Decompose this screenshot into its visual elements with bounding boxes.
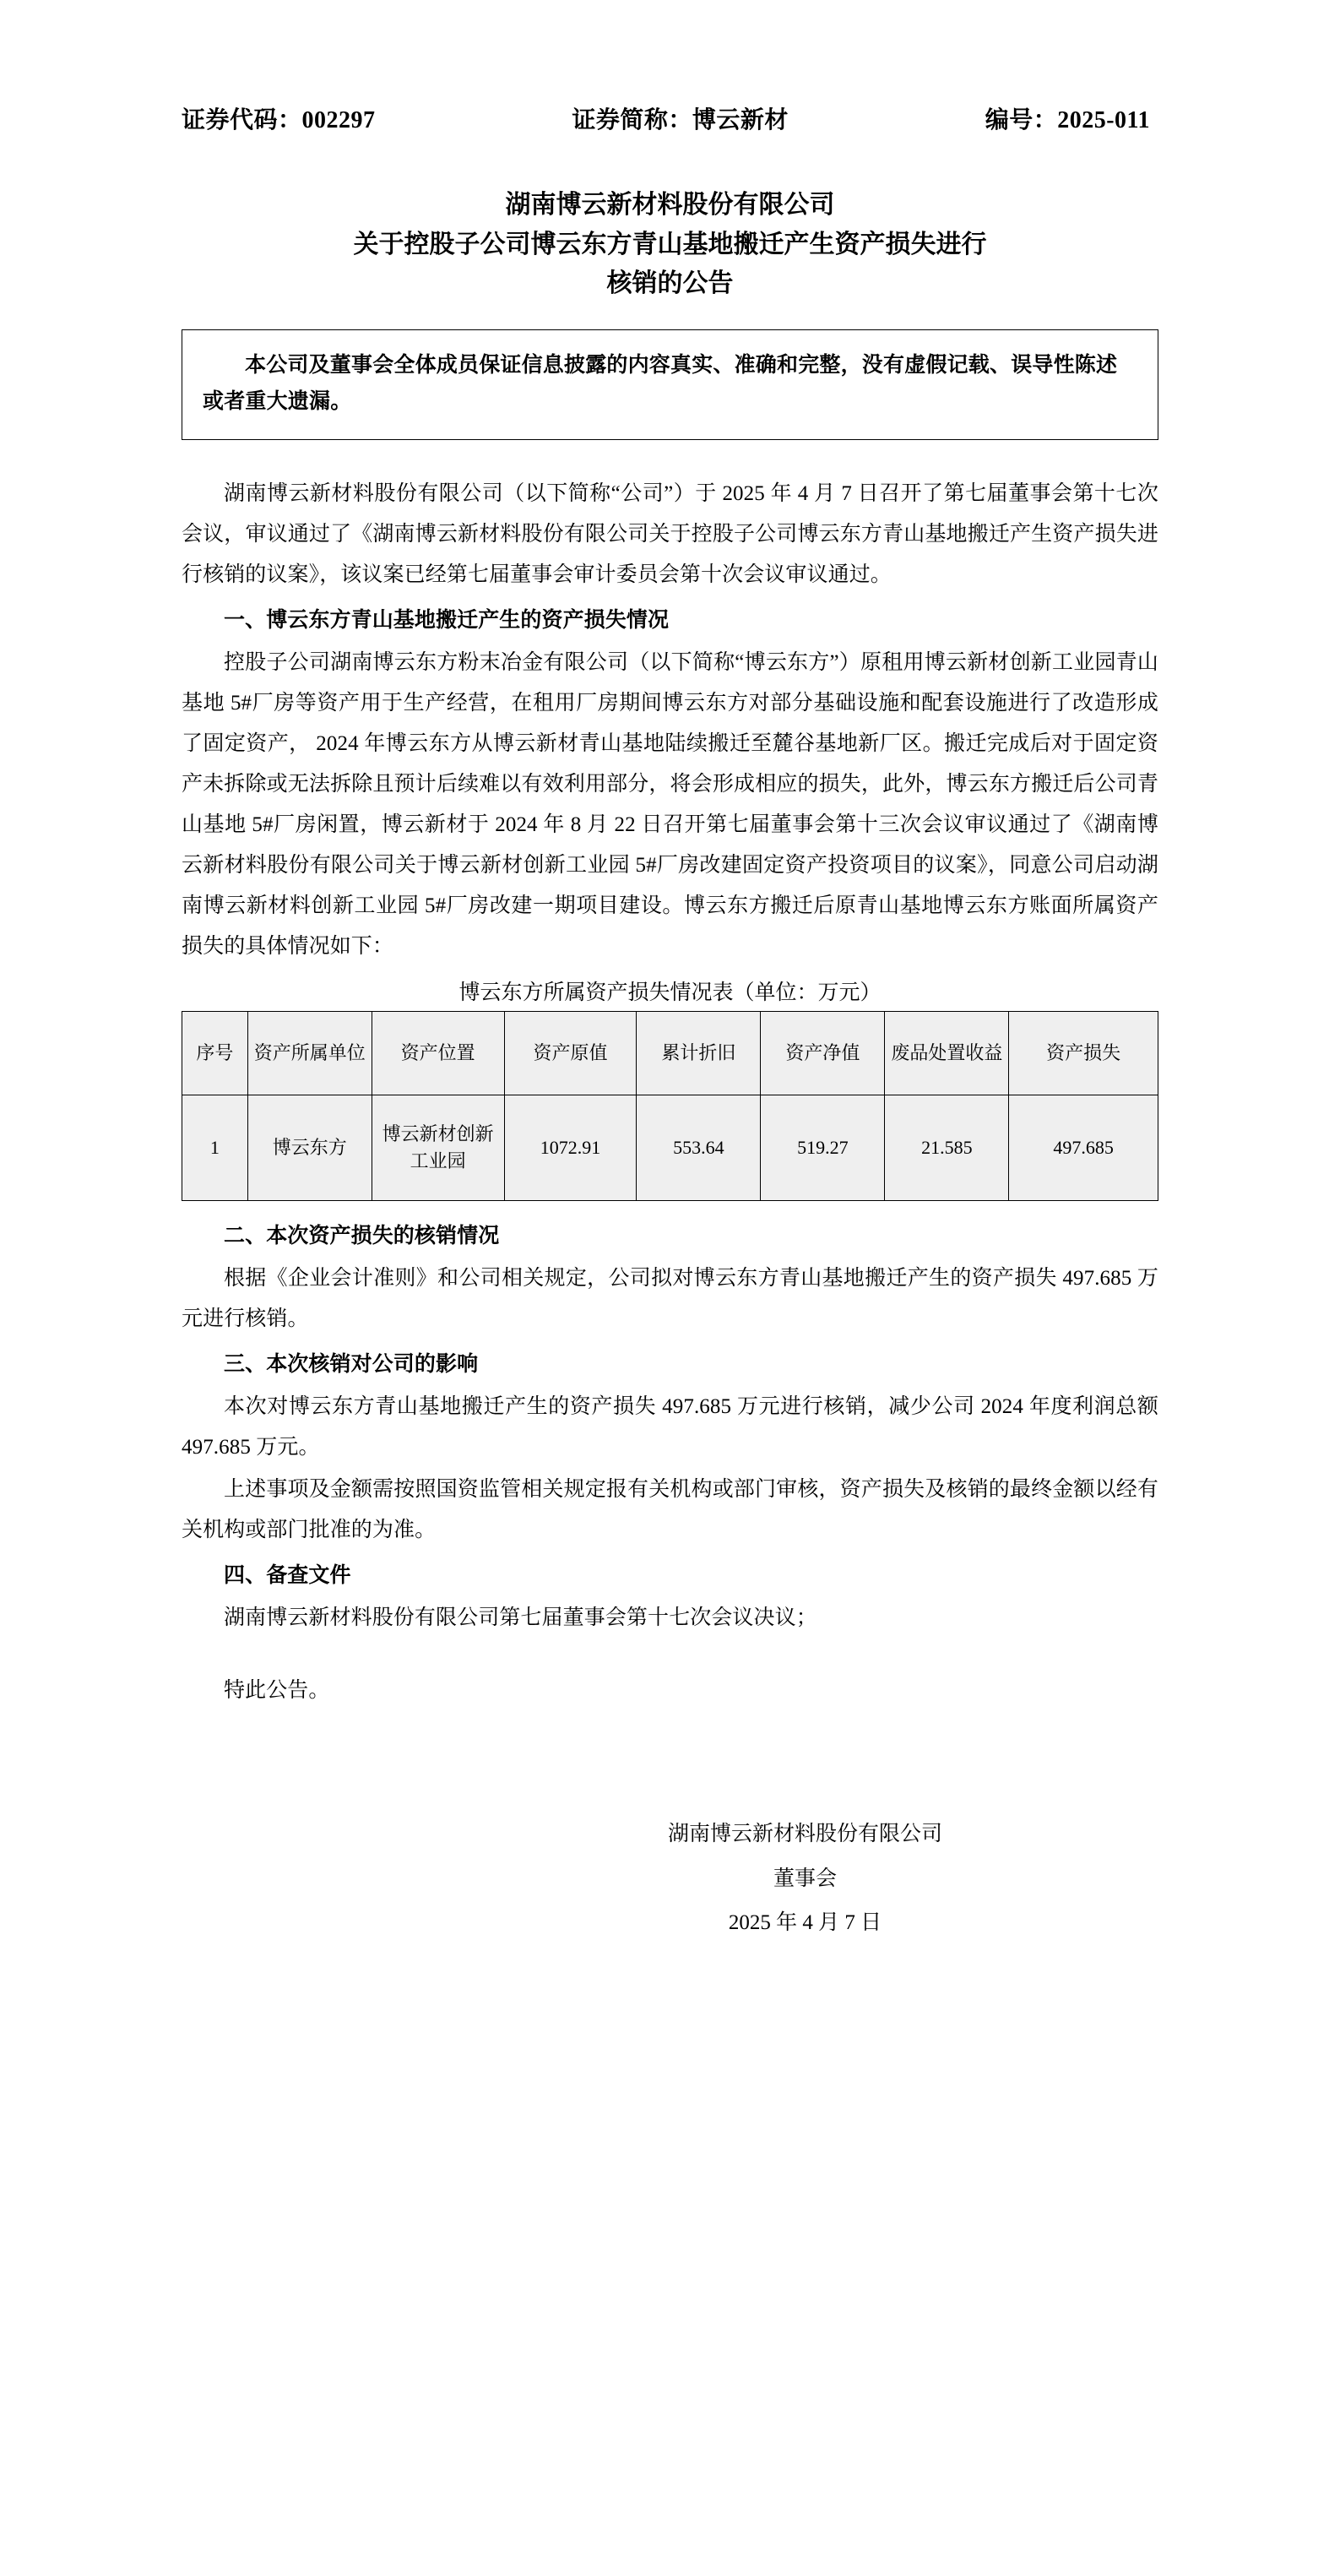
signature-company: 湖南博云新材料股份有限公司 xyxy=(667,1823,942,1845)
asset-loss-table xyxy=(182,1011,1158,1201)
disclosure-statement-box xyxy=(182,329,1158,441)
table-header-original-value: 资产原值 xyxy=(504,1012,637,1095)
cell-location: 博云新材创新工业园 xyxy=(372,1095,504,1201)
table-header-accumulated-depreciation: 累计折旧 xyxy=(637,1012,761,1095)
disclosure-statement-text: 本公司及董事会全体成员保证信息披露的内容真实、准确和完整，没有虚假记载、误导性陈述或者重大遗漏。 xyxy=(203,353,1118,414)
table-header-scrap-income: 废品处置收益 xyxy=(885,1012,1009,1095)
table-caption: 博云东方所属资产损失情况表（单位：万元） xyxy=(458,981,882,1004)
cell-seq: 1 xyxy=(182,1095,248,1201)
signature-block xyxy=(182,1812,1158,1946)
cell-original-value: 1072.91 xyxy=(504,1095,637,1201)
paragraph-approval: 上述事项及金额需按照国资监管相关规定报有关机构或部门审核，资产损失及核销的最终金额以经有关机构或部门批准的为准。 xyxy=(182,1478,1158,1541)
table-header-row xyxy=(182,1012,1158,1095)
section-heading-two: 二、本次资产损失的核销情况 xyxy=(224,1225,500,1247)
table-header-net-value: 资产净值 xyxy=(761,1012,885,1095)
section-heading-four: 四、备查文件 xyxy=(224,1564,351,1587)
cell-net-value: 519.27 xyxy=(761,1095,885,1201)
paragraph-spacer xyxy=(182,1640,1158,1671)
table-header-location: 资产位置 xyxy=(372,1012,504,1095)
table-header-seq: 序号 xyxy=(182,1012,248,1095)
table-header-asset-loss: 资产损失 xyxy=(1009,1012,1158,1095)
table-header-unit: 资产所属单位 xyxy=(247,1012,372,1095)
cell-scrap-income: 21.585 xyxy=(885,1095,1009,1201)
paragraph-documents: 湖南博云新材料股份有限公司第七届董事会第十七次会议决议； xyxy=(224,1606,817,1629)
title-line-1: 湖南博云新材料股份有限公司 xyxy=(505,191,835,219)
security-code: 证券代码：002297 xyxy=(182,107,376,133)
document-header xyxy=(182,101,1158,135)
page-title xyxy=(290,186,1050,304)
paragraph-intro: 湖南博云新材料股份有限公司（以下简称“公司”）于 2025 年 4 月 7 日召开了第七届董事会第十七次会议，审议通过了《湖南博云新材料股份有限公司关于控股子公司博云东方青山基地搬迁产生资产损失进行核销的议案》，该议案已经第七届董事会审计委员会第十次会议审议通过。 xyxy=(182,482,1158,586)
section-heading-three: 三、本次核销对公司的影响 xyxy=(224,1353,479,1376)
paragraph-loss-detail: 控股子公司湖南博云东方粉末冶金有限公司（以下简称“博云东方”）原租用博云新材创新工业园青山基地 5#厂房等资产用于生产经营，在租用厂房期间博云东方对部分基础设施和配套设施进行了改造形成了固定资产， 2024 年博云东方从博云新材青山基地陆续搬迁至麓谷基地新厂区。搬迁完成后对于固定资产未拆除或无法拆除且预计后续难以有效利用部分，将会形成相应的损失，此外，博云东方搬迁后公司青山基地 5#厂房闲置，博云新材于 2024 年 8 月 22 日召开第七届董事会第十三次会议审议通过了《湖南博云新材料股份有限公司关于博云新材创新工业园 5#厂房改建固定资产投资项目的议案》，同意公司启动湖南博云新材料创新工业园 5#厂房改建一期项目建设。博云东方搬迁后原青山基地博云东方账面所属资产损失的具体情况如下： xyxy=(182,651,1158,958)
cell-unit: 博云东方 xyxy=(247,1095,372,1201)
paragraph-writeoff: 根据《企业会计准则》和公司相关规定，公司拟对博云东方青山基地搬迁产生的资产损失 497.685 万元进行核销。 xyxy=(182,1267,1158,1330)
cell-asset-loss: 497.685 xyxy=(1009,1095,1158,1201)
security-name: 证券简称：博云新材 xyxy=(572,107,789,133)
table-row xyxy=(182,1095,1158,1201)
paragraph-impact: 本次对博云东方青山基地搬迁产生的资产损失 497.685 万元进行核销，减少公司 2024 年度利润总额 497.685 万元。 xyxy=(182,1395,1158,1459)
title-line-3: 核销的公告 xyxy=(606,269,734,297)
announcement-number: 编号：2025-011 xyxy=(985,107,1150,133)
signature-board: 董事会 xyxy=(773,1867,837,1890)
title-line-2: 关于控股子公司博云东方青山基地搬迁产生资产损失进行 xyxy=(353,230,987,258)
cell-accumulated-depreciation: 553.64 xyxy=(637,1095,761,1201)
signature-date: 2025 年 4 月 7 日 xyxy=(728,1911,882,1934)
section-heading-one: 一、博云东方青山基地搬迁产生的资产损失情况 xyxy=(224,609,670,632)
paragraph-notice: 特此公告。 xyxy=(224,1679,330,1702)
